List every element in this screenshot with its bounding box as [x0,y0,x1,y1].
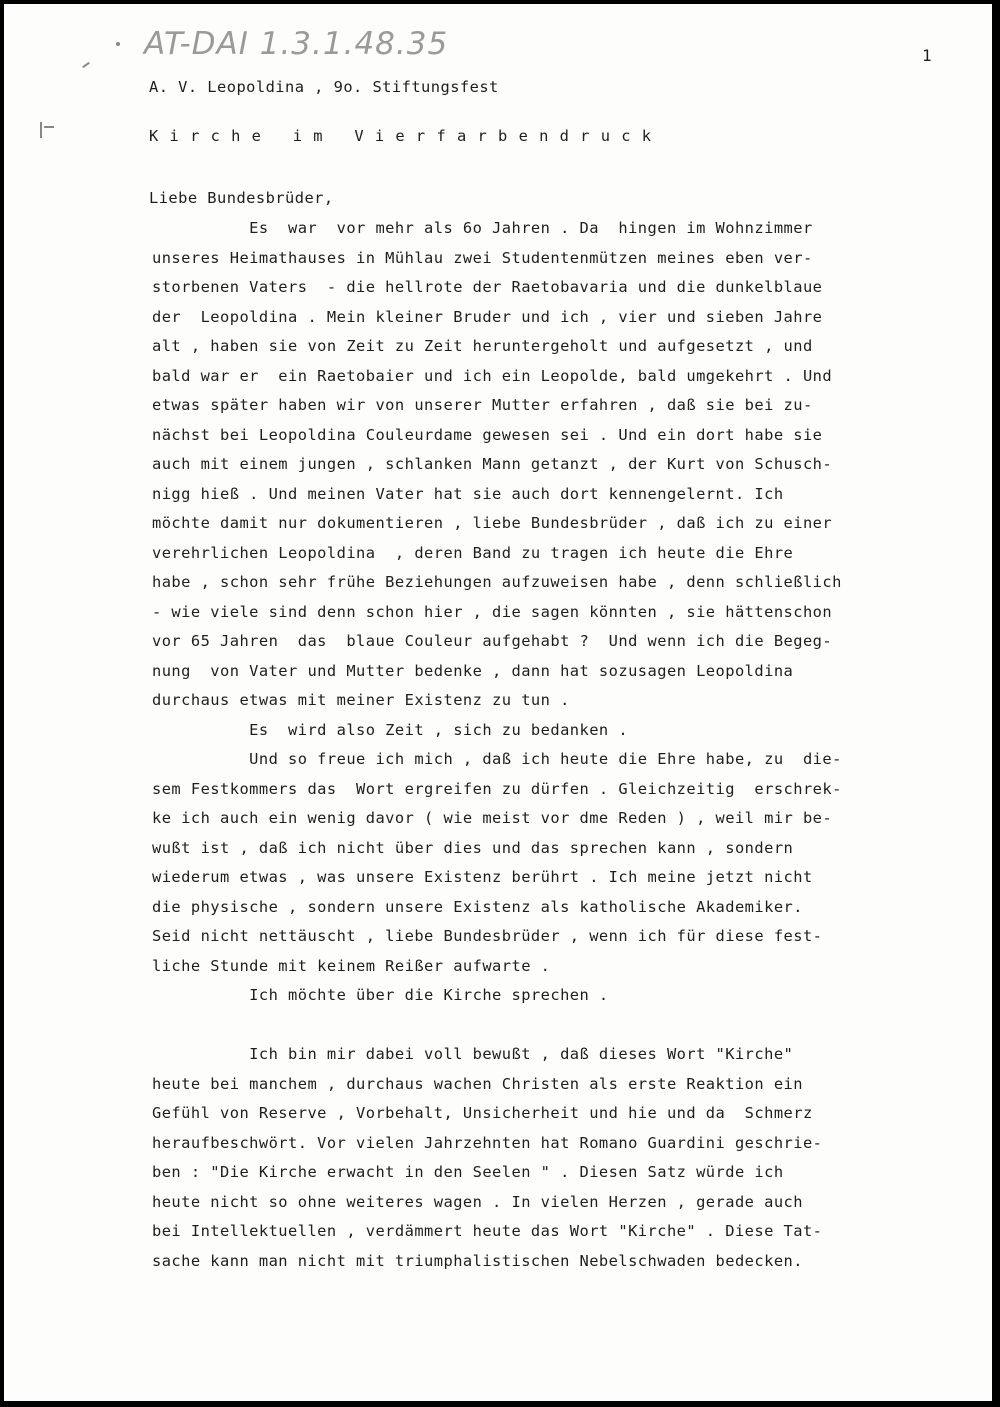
body-line: Es wird also Zeit , sich zu bedanken . [152,720,629,739]
body-line: liche Stunde mit keinem Reißer aufwarte . [152,956,551,975]
body-line: sem Festkommers das Wort ergreifen zu dürfen . Gleichzeitig erschrek- [152,779,842,798]
body-line: etwas später haben wir von unserer Mutter erfahren , daß sie bei zu- [152,396,813,414]
header-line: A. V. Leopoldina , 9o. Stiftungsfest [149,78,499,96]
body-line: vor 65 Jahren das blaue Couleur aufgehabt ? Und wenn ich die Begeg- [152,632,833,650]
body-line: nigg hieß . Und meinen Vater hat sie auch dort kennengelernt. Ich [152,484,784,503]
margin-mark [40,122,42,138]
body-line: durchaus etwas mit meiner Existenz zu tun . [152,691,570,709]
body-line: nung von Vater und Mutter bedenke , dann hat sozusagen Leopoldina [152,661,794,680]
document-page [4,4,992,1401]
body-line: möchte damit nur dokumentieren , liebe Bundesbrüder , daß ich zu einer [152,514,833,532]
body-line: habe , schon sehr frühe Beziehungen aufzuweisen habe , denn schließlich [152,573,842,591]
body-line: die physische , sondern unsere Existenz als katholische Akademiker. [152,897,803,916]
body-line: heraufbeschwört. Vor vielen Jahrzehnten hat Romano Guardini geschrie- [152,1133,823,1152]
margin-mark [116,42,120,46]
body-line: Ich möchte über die Kirche sprechen . [152,986,609,1004]
body-line: der Leopoldina . Mein kleiner Bruder und ich , vier und sieben Jahre [152,307,823,326]
body-line: sache kann man nicht mit triumphalistischen Nebelschwaden bedecken. [152,1251,803,1270]
margin-mark [82,62,90,68]
scan-border-right [992,0,1000,1407]
body-line: verehrlichen Leopoldina , deren Band zu tragen ich heute die Ehre [152,543,794,562]
body-line: Seid nicht nettäuscht , liebe Bundesbrüder , wenn ich für diese fest- [152,927,823,945]
margin-mark [44,126,54,128]
body-line: heute bei manchem , durchaus wachen Christen als erste Reaktion ein [152,1074,803,1093]
body-line: Es war vor mehr als 6o Jahren . Da hingen im Wohnzimmer [152,219,813,237]
body-line: wiederum etwas , was unsere Existenz berührt . Ich meine jetzt nicht [152,868,813,886]
body-line: unseres Heimathauses in Mühlau zwei Studentenmützen meines eben ver- [152,248,813,267]
document-title: K i r c h e i m V i e r f a r b e n d r u c k [149,127,653,145]
body-line: Gefühl von Reserve , Vorbehalt, Unsicherheit und hie und da Schmerz [152,1104,813,1122]
body-line: - wie viele sind denn schon hier , die sagen könnten , sie hättenschon [152,602,833,621]
page-number: 1 [922,46,933,65]
body-line: storbenen Vaters - die hellrote der Raetobavaria und die dunkelblaue [152,278,823,296]
archive-stamp: AT-DAI 1.3.1.48.35 [144,26,449,62]
salutation: Liebe Bundesbrüder, [149,189,334,207]
body-line: ke ich auch ein wenig davor ( wie meist vor dme Reden ) , weil mir be- [152,809,833,827]
body-line: ben : "Die Kirche erwacht in den Seelen " . Diesen Satz würde ich [152,1163,784,1181]
body-line: heute nicht so ohne weiteres wagen . In vielen Herzen , gerade auch [152,1192,803,1211]
paragraph-gap [152,1011,842,1041]
body-line: nächst bei Leopoldina Couleurdame gewesen sei . Und ein dort habe sie [152,425,823,444]
body-line: wußt ist , daß ich nicht über dies und das sprechen kann , sondern [152,838,794,857]
body-line: auch mit einem jungen , schlanken Mann getanzt , der Kurt von Schusch- [152,455,833,473]
body-line: Und so freue ich mich , daß ich heute die Ehre habe, zu die- [152,750,842,768]
body-line: alt , haben sie von Zeit zu Zeit heruntergeholt und aufgesetzt , und [152,337,813,355]
body-line: Ich bin mir dabei voll bewußt , daß dieses Wort "Kirche" [152,1045,794,1063]
body-line: bei Intellektuellen , verdämmert heute das Wort "Kirche" . Diese Tat- [152,1222,823,1240]
body-text [152,214,842,1276]
body-line: bald war er ein Raetobaier und ich ein Leopolde, bald umgekehrt . Und [152,366,833,385]
